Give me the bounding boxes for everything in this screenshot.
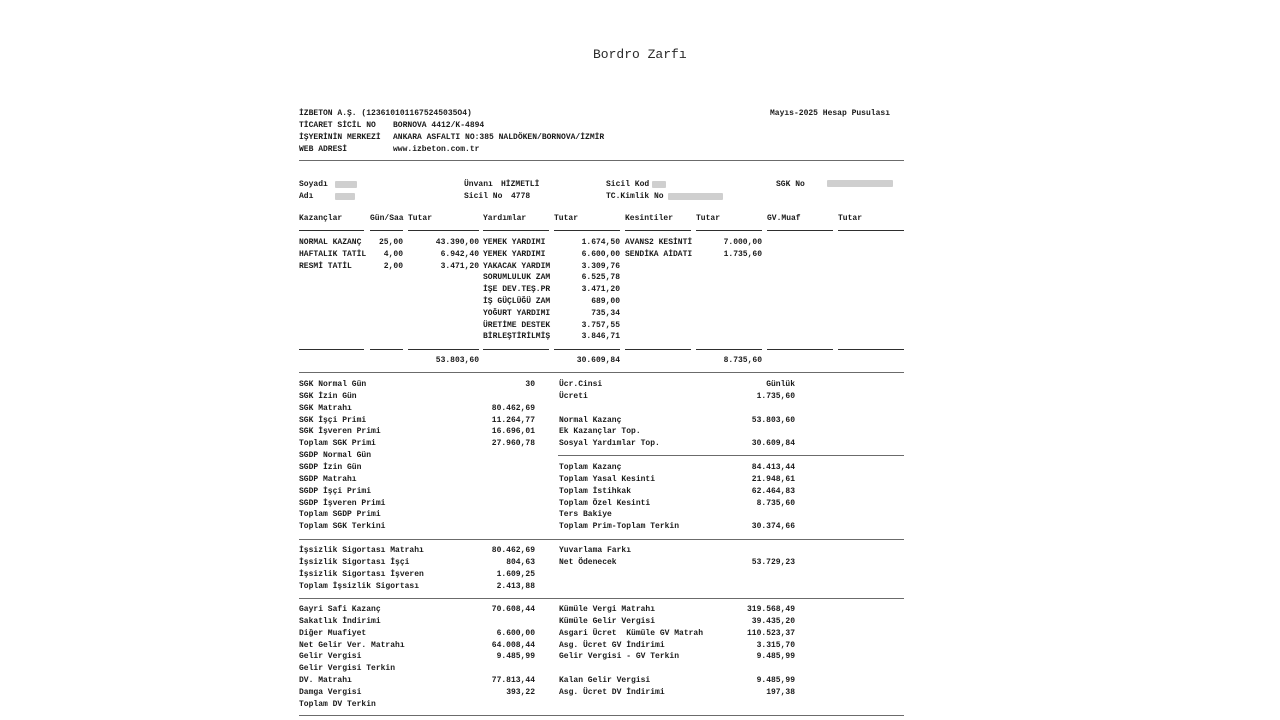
summary-value: 110.523,37 [746, 628, 795, 638]
summary-label: SGDP İzin Gün [299, 462, 362, 472]
earning-amount: 3.471,20 [440, 261, 479, 271]
summary-value: 9.485,99 [756, 676, 795, 686]
summary-label: Net Ödenecek [559, 557, 617, 567]
earning-amount: 43.390,00 [435, 238, 479, 247]
summary-label: İşsizlik Sigortası Matrahı [299, 546, 424, 555]
summary-label: DV. Matrahı [299, 676, 352, 686]
total-earnings: 53.803,60 [435, 356, 479, 365]
summary-label: Toplam Prim-Toplam Terkin [559, 522, 680, 532]
col-gun: Gün/Saa [370, 214, 404, 223]
summary-label: SGDP İşveren Primi [299, 498, 386, 508]
summary-label: SGK İzin Gün [299, 391, 357, 401]
summary-value: 6.600,00 [496, 628, 535, 638]
col-yardim: Yardımlar [483, 214, 527, 223]
allowance-name: İŞ GÜÇLÜĞÜ ZAM [483, 297, 551, 306]
summary-value: 804,63 [506, 557, 535, 567]
total-deductions: 8.735,60 [723, 356, 762, 365]
summary-label: Kümüle Vergi Matrahı [559, 605, 656, 614]
earning-days: 2,00 [383, 261, 403, 271]
summary-value: 53.729,23 [751, 557, 795, 567]
summary-label: Ek Kazançlar Top. [559, 427, 641, 437]
summary-value: 77.813,44 [491, 676, 535, 686]
summary-label: Ters Bakiye [559, 510, 612, 520]
tc-label: TC.Kimlik No [606, 192, 664, 201]
col-tutar2: Tutar [554, 214, 579, 223]
allowance-amount: 735,34 [591, 308, 620, 318]
earning-name: NORMAL KAZANÇ [299, 238, 362, 247]
total-underline [483, 349, 549, 350]
title-label: Ünvanı [464, 180, 493, 189]
column-underline [554, 230, 620, 231]
summary-value: 8.735,60 [756, 498, 795, 508]
summary-label: SGK Matrahı [299, 403, 352, 413]
summary-label: Gayri Safi Kazanç [299, 605, 381, 614]
divider [299, 715, 904, 716]
earning-name: HAFTALIK TATİL [299, 249, 367, 259]
col-tutar4: Tutar [838, 214, 863, 223]
summary-label: Toplam DV Terkin [299, 699, 376, 709]
summary-label: Toplam Kazanç [559, 462, 622, 472]
summary-label: Diğer Muafiyet [299, 628, 367, 638]
summary-label: Asg. Ücret DV İndirimi [559, 687, 665, 697]
column-underline [696, 230, 762, 231]
summary-label: Toplam İstihkak [559, 486, 632, 496]
summary-value: 11.264,77 [491, 415, 535, 425]
hq-value: ANKARA ASFALTI NO:385 NALDÖKEN/BORNOVA/İZMİR [393, 133, 605, 142]
summary-label: Toplam SGDP Primi [299, 510, 381, 520]
summary-value: 393,22 [506, 687, 535, 697]
total-underline [408, 349, 479, 350]
divider [558, 455, 904, 456]
sgk-redacted [827, 180, 893, 187]
summary-label: Toplam SGK Terkini [299, 522, 386, 532]
allowance-amount: 1.674,50 [581, 238, 620, 247]
trade-reg-label: TİCARET SİCİL NO [299, 121, 376, 130]
column-underline [625, 230, 691, 231]
tc-redacted [668, 193, 723, 200]
allowance-name: ÜRETİME DESTEK [483, 320, 551, 330]
divider [299, 539, 904, 540]
summary-value: 53.803,60 [751, 415, 795, 425]
summary-value: 80.462,69 [491, 546, 535, 555]
summary-label: SGDP İşçi Primi [299, 486, 372, 496]
allowance-name: YAKACAK YARDIM [483, 261, 551, 271]
deduction-name: AVANS2 KESİNTİ [625, 238, 693, 247]
company-name: İZBETON A.Ş. (1236101011675245035O4) [299, 109, 472, 118]
name-label: Adı [299, 192, 314, 201]
allowance-amount: 6.600,00 [581, 249, 620, 259]
allowance-name: YOĞURT YARDIMI [483, 308, 551, 318]
sicil-kod-redacted [652, 181, 666, 188]
col-kesinti: Kesintiler [625, 214, 674, 223]
summary-label: SGK İşveren Primi [299, 427, 381, 437]
summary-label: Gelir Vergisi - GV Terkin [559, 652, 680, 662]
surname-label: Soyadı [299, 180, 328, 189]
allowance-name: SORUMLULUK ZAM [483, 273, 551, 283]
summary-value: 2.413,88 [496, 581, 535, 591]
surname-redacted [335, 181, 357, 188]
total-underline [767, 349, 833, 350]
summary-label: Kalan Gelir Vergisi [559, 676, 651, 686]
divider [299, 598, 904, 599]
earning-name: RESMİ TATİL [299, 261, 352, 271]
summary-value: 1.609,25 [496, 569, 535, 579]
total-underline [370, 349, 403, 350]
sicil-kod-label: Sicil Kod [606, 180, 650, 189]
summary-label: SGDP Normal Gün [299, 451, 372, 461]
summary-label: Toplam Yasal Kesinti [559, 474, 656, 484]
allowance-amount: 6.525,78 [581, 273, 620, 283]
summary-value: 30 [525, 380, 535, 389]
summary-label: Net Gelir Ver. Matrahı [299, 640, 405, 650]
earning-days: 25,00 [378, 238, 403, 247]
summary-value: 30.609,84 [751, 439, 795, 449]
summary-value: 21.948,61 [751, 474, 795, 484]
summary-value: 39.435,20 [751, 616, 795, 626]
summary-label: Toplam İşsizlik Sigortası [299, 581, 420, 591]
summary-label: İşsizlik Sigortası İşveren [299, 569, 424, 579]
web-label: WEB ADRESİ [299, 145, 348, 154]
summary-value: 9.485,99 [496, 652, 535, 662]
summary-label: Ücr.Cinsi [559, 380, 603, 389]
total-underline [625, 349, 691, 350]
web-value: www.izbeton.com.tr [393, 145, 480, 154]
column-underline [767, 230, 833, 231]
summary-value: 27.960,78 [491, 439, 535, 449]
total-underline [299, 349, 364, 350]
summary-value: 62.464,83 [751, 486, 795, 496]
summary-label: Asg. Ücret GV İndirimi [559, 640, 665, 650]
summary-value: Günlük [766, 380, 795, 389]
summary-label: Asgari Ücret Kümüle GV Matrah [559, 628, 704, 638]
summary-label: Sakatlık İndirimi [299, 616, 381, 626]
sgk-label: SGK No [776, 180, 805, 189]
column-underline [299, 230, 364, 231]
period-label: Mayıs-2025 Hesap Pusulası [769, 109, 890, 118]
hq-label: İŞYERİNİN MERKEZİ [299, 133, 381, 142]
summary-value: 9.485,99 [756, 652, 795, 662]
earning-amount: 6.942,40 [440, 249, 479, 259]
summary-label: Gelir Vergisi [299, 652, 362, 662]
col-kazanc: Kazançlar [299, 214, 343, 223]
col-tutar3: Tutar [696, 214, 721, 223]
summary-value: 64.008,44 [491, 640, 535, 650]
earning-days: 4,00 [383, 249, 403, 259]
allowance-amount: 3.309,76 [581, 261, 620, 271]
trade-reg-value: BORNOVA 4412/K-4894 [393, 121, 485, 130]
column-underline [370, 230, 403, 231]
deduction-amount: 1.735,60 [723, 249, 762, 259]
summary-value: 84.413,44 [751, 462, 795, 472]
summary-value: 30.374,66 [751, 522, 795, 532]
allowance-name: YEMEK YARDIMI [483, 249, 546, 259]
summary-label: Ücreti [559, 391, 588, 401]
summary-label: SGK İşçi Primi [299, 415, 367, 425]
total-underline [838, 349, 904, 350]
deduction-amount: 7.000,00 [723, 238, 762, 247]
deduction-name: SENDİKA AİDATI [625, 249, 693, 259]
column-underline [408, 230, 479, 231]
column-underline [838, 230, 904, 231]
summary-value: 80.462,69 [491, 403, 535, 413]
summary-value: 197,38 [766, 687, 795, 697]
allowance-name: İŞE DEV.TEŞ.PR [483, 285, 551, 295]
column-underline [483, 230, 549, 231]
summary-label: SGK Normal Gün [299, 380, 367, 389]
total-underline [554, 349, 620, 350]
allowance-amount: 3.471,20 [581, 285, 620, 295]
allowance-name: YEMEK YARDIMI [483, 238, 546, 247]
allowance-amount: 3.846,71 [581, 332, 620, 342]
name-redacted [335, 193, 355, 200]
allowance-amount: 689,00 [591, 297, 620, 306]
sicil-no-label: Sicil No [464, 192, 503, 201]
divider [299, 372, 904, 373]
summary-label: Damga Vergisi [299, 687, 362, 697]
summary-value: 3.315,70 [756, 640, 795, 650]
divider [299, 160, 904, 161]
col-gvmuaf: GV.Muaf [767, 214, 801, 223]
title-value: HİZMETLİ [501, 180, 540, 189]
summary-label: İşsizlik Sigortası İşçi [299, 557, 410, 567]
summary-label: Yuvarlama Farkı [559, 546, 632, 555]
summary-label: Kümüle Gelir Vergisi [559, 616, 656, 626]
summary-label: Gelir Vergisi Terkin [299, 664, 396, 674]
allowance-amount: 3.757,55 [581, 320, 620, 330]
summary-label: Sosyal Yardımlar Top. [559, 439, 660, 449]
summary-value: 16.696,01 [491, 427, 535, 437]
total-underline [696, 349, 762, 350]
col-tutar1: Tutar [408, 214, 433, 223]
summary-label: Normal Kazanç [559, 415, 622, 425]
summary-label: SGDP Matrahı [299, 474, 357, 484]
summary-value: 70.608,44 [491, 605, 535, 614]
total-allowances: 30.609,84 [576, 356, 620, 365]
summary-label: Toplam Özel Kesinti [559, 498, 651, 508]
summary-value: 319.568,49 [746, 605, 795, 614]
sicil-no-value: 4778 [511, 192, 531, 201]
page-title: Bordro Zarfı [593, 47, 687, 62]
summary-value: 1.735,60 [756, 391, 795, 401]
allowance-name: BİRLEŞTİRİLMİŞ [483, 332, 551, 342]
summary-label: Toplam SGK Primi [299, 439, 376, 449]
